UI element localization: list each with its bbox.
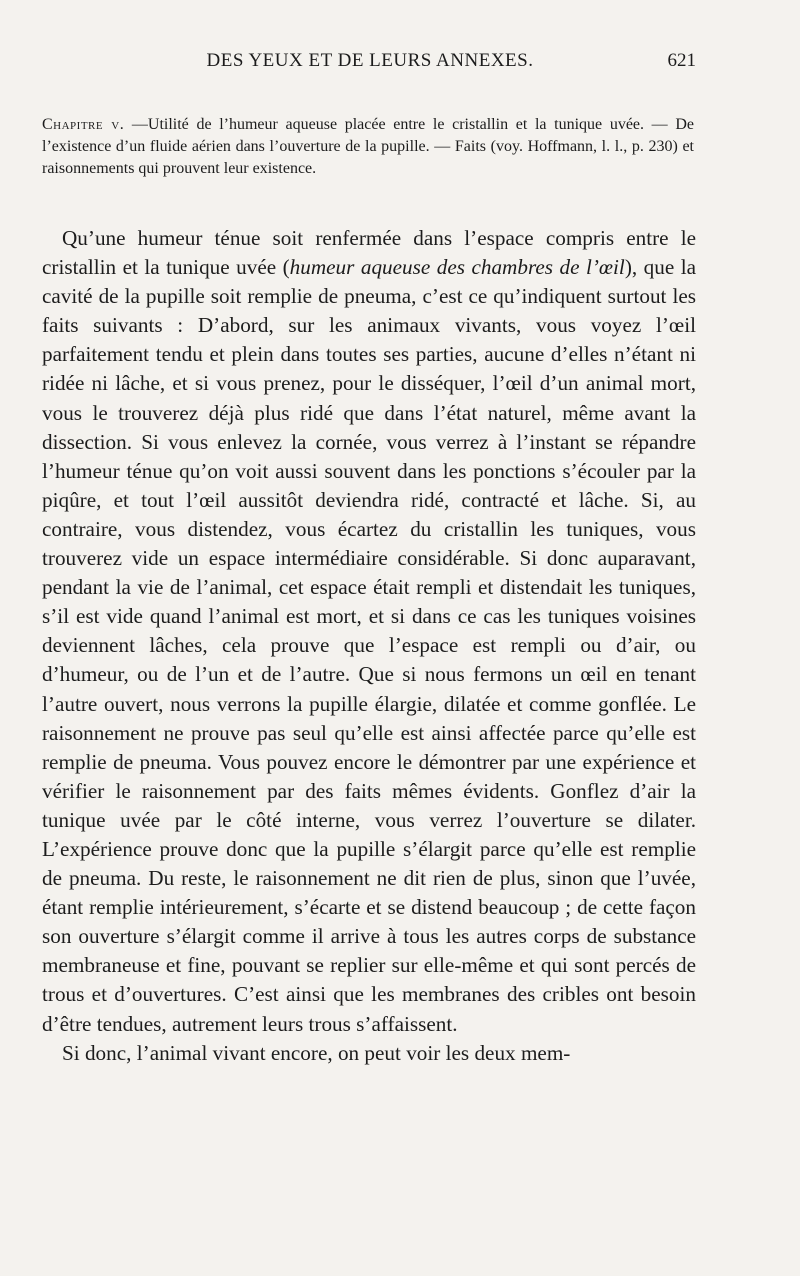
chapter-summary — [42, 114, 694, 180]
paragraph — [42, 224, 696, 1039]
paragraph-1-rest: ), que la cavité de la pupille soit remplie de pneuma, c’est ce qu’indiquent surtout les faits suivants : D’abord, sur les animaux vivants, vous voyez l’œil parfaitement tendu et plein dans toutes ses parties, aucune d’elles n’étant ni ridée ni lâche, et si vous prenez, pour le disséquer, l’œil d’un animal mort, vous le trouverez déjà plus ridé que dans l’état naturel, même avant la dissection. Si vous enlevez la cornée, vous verrez à l’instant se répandre l’humeur ténue qu’on voit aussi souvent dans les ponctions s’écouler par la piqûre, et tout l’œil aussitôt deviendra ridé, contracté et lâche. Si, au contraire, vous distendez, vous écartez du cristallin les tuniques, vous trouverez vide un espace intermédiaire considérable. Si donc auparavant, pendant la vie de l’animal, cet espace était rempli et distendait les tuniques, s’il est vide quand l’animal est mort, et si dans ce cas les tuniques voisines deviennent lâches, cela prouve que l’espace est rempli ou d’air, ou d’humeur, ou de l’un et de l’autre. Que si nous fermons un œil en tenant l’autre ouvert, nous verrons la pupille élargie, dilatée et comme gonflée. Le raisonnement ne prouve pas seul qu’elle est ainsi affectée parce qu’elle est remplie de pneuma. Vous pouvez encore le démontrer par une expérience et vérifier le raisonnement par des faits mêmes évidents. Gonflez d’air la tunique uvée par le côté interne, vous verrez l’ouverture se dilater. L’expérience prouve donc que la pupille s’élargit parce qu’elle est remplie de pneuma. Du reste, le raisonnement ne dit rien de plus, sinon que l’uvée, étant remplie intérieurement, s’écarte et se distend beaucoup ; de cette façon son ouverture s’élargit comme il arrive à tous les autres corps de substance membraneuse et fine, pouvant se replier sur elle-même et qui sont percés de trous et d’ouvertures. C’est ainsi que les membranes des cribles ont besoin d’être tendues, autrement leurs trous s’affaissent. — [42, 255, 696, 1036]
paragraph-1-start: Qu’une humeur ténue soit renfermée dans l’espace compris entre le cristallin et la tunique uvée ( — [42, 226, 696, 280]
chapter-summary-text: —Utilité de l’humeur aqueuse placée entre le cristallin et la tunique uvée. — De l’existence d’un fluide aérien dans l’ouverture de la pupille. — Faits (voy. Hoffmann, l. l., p. 230) et raisonnements qui prouvent leur existence. — [42, 116, 695, 177]
chapter-label: Chapitre v. — [42, 116, 125, 133]
page-header — [60, 46, 700, 76]
body-text — [42, 224, 696, 1068]
paragraph — [42, 1039, 696, 1068]
paragraph-1-italic: humeur aqueuse des chambres de l’œil — [289, 255, 625, 280]
paragraph-2-text: Si donc, l’animal vivant encore, on peut voir les deux mem- — [62, 1040, 571, 1065]
running-title: DES YEUX ET DE LEURS ANNEXES. — [206, 50, 534, 71]
page-number: 621 — [667, 50, 696, 71]
